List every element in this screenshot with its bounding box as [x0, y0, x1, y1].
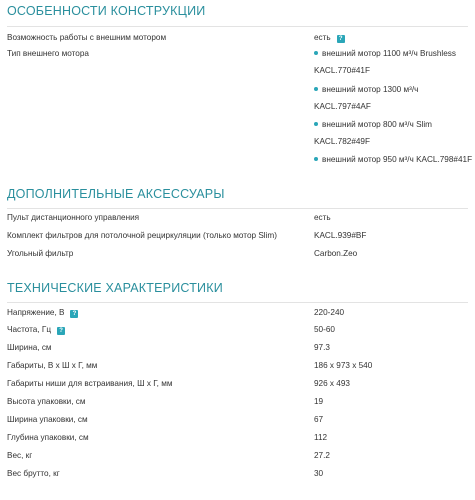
spec-label: Высота упаковки, см [7, 397, 86, 406]
spec-row [7, 339, 468, 356]
spec-label: Возможность работы с внешним мотором [7, 33, 167, 42]
spec-label: Вес брутто, кг [7, 469, 60, 478]
motor-option [314, 151, 472, 168]
bullet-icon [314, 51, 318, 55]
spec-label [7, 321, 65, 338]
motor-option-code: KACL.797#4AF [314, 102, 371, 111]
spec-value: 112 [314, 433, 328, 442]
spec-label: Габариты ниши для встраивания, Ш х Г, мм [7, 379, 173, 388]
motor-option-name: внешний мотор 1300 м³/ч [322, 85, 419, 94]
section-title-specs: ТЕХНИЧЕСКИЕ ХАРАКТЕРИСТИКИ [7, 281, 223, 295]
section-title-accessories: ДОПОЛНИТЕЛЬНЫЕ АКСЕССУАРЫ [7, 187, 225, 201]
bullet-icon [314, 122, 318, 126]
spec-row [7, 447, 468, 464]
spec-value: 27.2 [314, 451, 330, 460]
spec-value: 926 x 493 [314, 379, 350, 388]
spec-row [7, 245, 468, 262]
motor-option [314, 81, 418, 98]
spec-row [7, 393, 468, 410]
question-icon[interactable]: ? [70, 310, 78, 318]
question-icon[interactable]: ? [337, 35, 345, 43]
motor-option-name: внешний мотор 800 м³/ч Slim [322, 120, 433, 129]
spec-label-text: Напряжение, В [7, 308, 65, 317]
divider [7, 26, 468, 27]
spec-row [7, 429, 468, 446]
question-icon[interactable]: ? [57, 327, 65, 335]
spec-value: 30 [314, 469, 324, 478]
spec-value: есть [314, 213, 331, 222]
spec-value: 186 x 973 x 540 [314, 361, 373, 370]
spec-label: Глубина упаковки, см [7, 433, 89, 442]
spec-label-text: Частота, Гц [7, 325, 52, 334]
spec-label: Ширина, см [7, 343, 52, 352]
spec-row [7, 375, 468, 392]
motor-option-name: внешний мотор 950 м³/ч KACL.798#41F [322, 155, 473, 164]
motor-option [314, 116, 432, 133]
spec-label: Комплект фильтров для потолочной рециркуляции (только мотор Slim) [7, 231, 277, 240]
spec-row [7, 465, 468, 482]
spec-value: 97.3 [314, 343, 330, 352]
spec-label: Тип внешнего мотора [7, 49, 89, 58]
spec-row [7, 357, 468, 374]
motor-option-name: внешний мотор 1100 м³/ч Brushless [322, 49, 456, 58]
divider [7, 302, 468, 303]
spec-row [7, 304, 468, 321]
spec-row [7, 209, 468, 226]
motor-option [314, 45, 456, 62]
bullet-icon [314, 87, 318, 91]
spec-value: KACL.939#BF [314, 231, 367, 240]
spec-value: 220-240 [314, 308, 345, 317]
spec-row [7, 321, 468, 338]
spec-value: 19 [314, 397, 324, 406]
spec-row [7, 411, 468, 428]
spec-label [7, 304, 78, 321]
spec-value: 67 [314, 415, 324, 424]
spec-label: Вес, кг [7, 451, 33, 460]
spec-row [7, 227, 468, 244]
bullet-icon [314, 157, 318, 161]
motor-option-code: KACL.782#49F [314, 137, 370, 146]
spec-value: 50-60 [314, 325, 335, 334]
spec-value-text: есть [314, 33, 331, 42]
spec-row [7, 29, 468, 46]
motor-option-code: KACL.770#41F [314, 66, 370, 75]
spec-label: Ширина упаковки, см [7, 415, 88, 424]
section-title-design: ОСОБЕННОСТИ КОНСТРУКЦИИ [7, 4, 206, 18]
spec-value [314, 29, 345, 46]
spec-label: Угольный фильтр [7, 249, 74, 258]
spec-label: Пульт дистанционного управления [7, 213, 140, 222]
spec-label: Габариты, В х Ш х Г, мм [7, 361, 98, 370]
spec-value: Carbon.Zeo [314, 249, 358, 258]
